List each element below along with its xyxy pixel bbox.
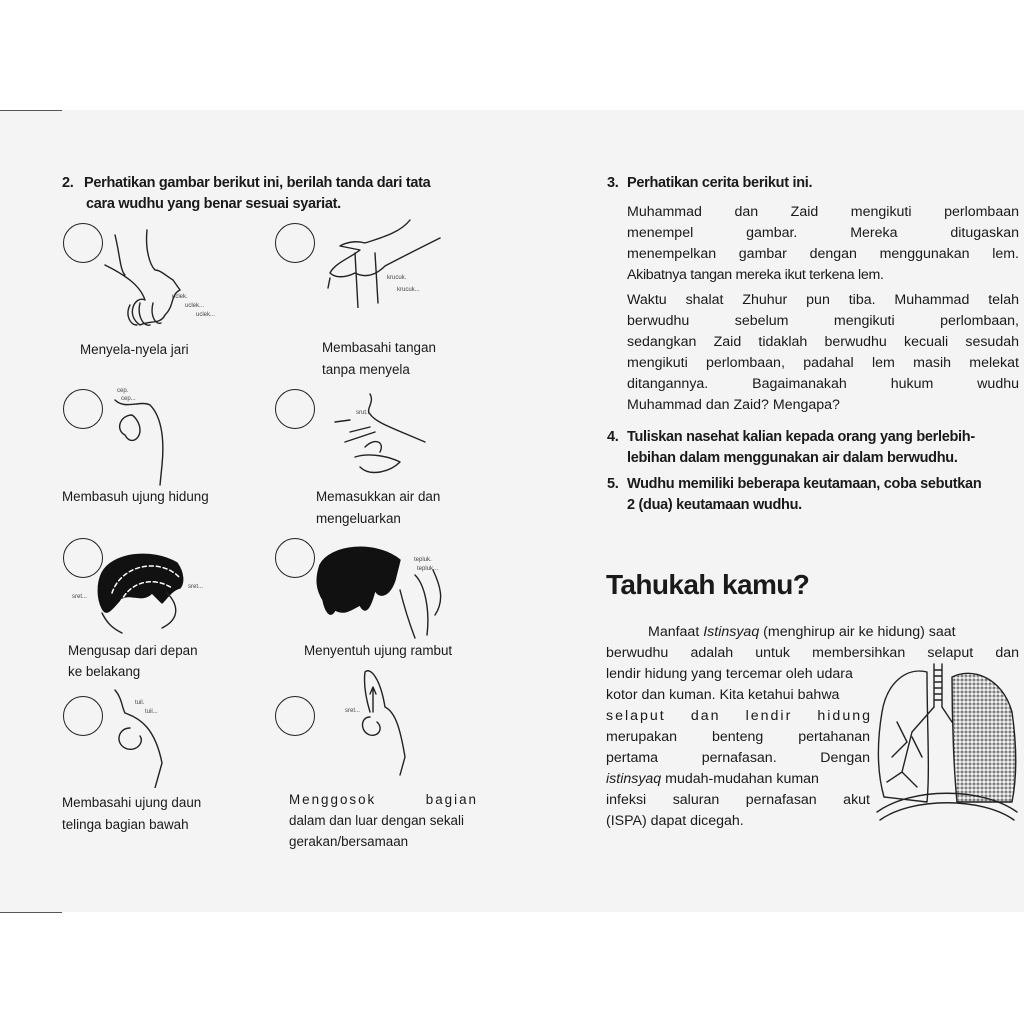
lungs-illustration	[872, 662, 1022, 827]
hair-touching-illustration	[315, 540, 450, 640]
sound-effect-label: uclek.	[172, 294, 188, 300]
caption: dalam dan luar dengan sekali	[289, 813, 464, 828]
story-line: Muhammad dan Zaid? Mengapa?	[627, 397, 840, 413]
caption: Menggosok bagian	[289, 792, 478, 807]
caption: Membasahi tangan	[322, 340, 436, 355]
sound-effect-label: tuil...	[145, 709, 158, 715]
finger-rubbing-illustration	[355, 667, 415, 777]
question-5-text: 2 (dua) keutamaan wudhu.	[627, 497, 802, 513]
info-line: istinsyaq mudah-mudahan kuman	[606, 771, 819, 787]
question-4-text: lebihan dalam menggunakan air dalam berwudhu.	[627, 450, 958, 466]
story-line: Waktu shalat Zhuhur pun tiba. Muhammad telah	[627, 292, 1019, 308]
story-line: sedangkan Zaid tidaklah berwudhu kecuali sesudah	[627, 334, 1019, 350]
sound-effect-label: srut...	[356, 410, 372, 416]
question-number: 4.	[607, 429, 619, 445]
hand-nose-illustration	[110, 395, 170, 490]
page-edge-line	[0, 912, 62, 913]
wetting-hand-illustration	[320, 218, 445, 308]
section-heading: Tahukah kamu?	[606, 569, 810, 600]
question-number: 5.	[607, 476, 619, 492]
sound-effect-label: uclek...	[196, 312, 216, 318]
sound-effect-label: sret...	[188, 584, 204, 590]
question-4-text: Tuliskan nasehat kalian kepada orang yang berlebih-	[627, 429, 975, 445]
caption: mengeluarkan	[316, 511, 401, 526]
head-wiping-illustration	[92, 548, 192, 638]
info-line: selaput dan lendir hidung	[606, 708, 872, 724]
caption: gerakan/bersamaan	[289, 834, 409, 849]
sound-effect-label: uclek...	[185, 303, 205, 309]
story-line: Akibatnya tangan mereka ikut terkena lem.	[627, 267, 884, 283]
info-line: (ISPA) dapat dicegah.	[606, 813, 744, 829]
nose-rinsing-illustration	[330, 392, 430, 482]
hands-interlacing-illustration	[95, 225, 225, 335]
question-2-text: Perhatikan gambar berikut ini, berilah tanda dari tata	[84, 175, 431, 191]
question-number: 2.	[62, 175, 74, 191]
sound-effect-label: sret...	[345, 708, 361, 714]
story-line: ditangannya. Bagaimanakah hukum wudhu	[627, 376, 1019, 392]
sound-effect-label: cep...	[121, 396, 136, 402]
question-5-text: Wudhu memiliki beberapa keutamaan, coba sebutkan	[627, 476, 982, 492]
info-line: infeksi saluran pernafasan akut	[606, 792, 870, 808]
question-3-title: Perhatikan cerita berikut ini.	[627, 175, 813, 191]
caption: Menyentuh ujung rambut	[304, 643, 453, 658]
sound-effect-label: tepluk...	[417, 566, 439, 572]
caption: telinga bagian bawah	[62, 817, 189, 832]
info-line: lendir hidung yang tercemar oleh udara	[606, 666, 853, 682]
sound-effect-label: krucuk.	[387, 275, 407, 281]
story-line: berwudhu sebelum mengikuti perlombaan,	[627, 313, 1019, 329]
answer-circle[interactable]	[275, 223, 315, 263]
answer-circle[interactable]	[275, 389, 315, 429]
question-2-text: cara wudhu yang benar sesuai syariat.	[86, 196, 341, 212]
caption: Membasuh ujung hidung	[62, 489, 209, 504]
answer-circle[interactable]	[275, 538, 315, 578]
info-line: merupakan benteng pertahanan	[606, 729, 870, 745]
story-line: menempelkan gambar dengan menggunakan lem.	[627, 246, 1019, 262]
story-line: mengikuti perlombaan, padahal lem masih melekat	[627, 355, 1019, 371]
caption: Menyela-nyela jari	[80, 342, 189, 357]
answer-circle[interactable]	[63, 696, 103, 736]
answer-circle[interactable]	[63, 389, 103, 429]
sound-effect-label: cep.	[117, 388, 129, 394]
caption: Membasahi ujung daun	[62, 795, 202, 810]
info-line: pertama pernafasan. Dengan	[606, 750, 870, 766]
info-line: kotor dan kuman. Kita ketahui bahwa	[606, 687, 840, 703]
answer-circle[interactable]	[275, 696, 315, 736]
sound-effect-label: krucuk...	[397, 287, 420, 293]
caption: Mengusap dari depan	[68, 643, 198, 658]
caption: ke belakang	[68, 664, 141, 679]
info-line: Manfaat Istinsyaq (menghirup air ke hidung) saat	[648, 624, 956, 640]
page-edge-line	[0, 110, 62, 111]
sound-effect-label: tuil.	[135, 700, 145, 706]
story-line: menempel gambar. Mereka ditugaskan	[627, 225, 1019, 241]
sound-effect-label: tepluk.	[414, 557, 432, 563]
caption: Memasukkan air dan	[316, 489, 441, 504]
info-line: berwudhu adalah untuk membersihkan selaput dan	[606, 645, 1019, 661]
sound-effect-label: sret...	[72, 594, 88, 600]
question-number: 3.	[607, 175, 619, 191]
caption: tanpa menyela	[322, 362, 410, 377]
story-line: Muhammad dan Zaid mengikuti perlombaan	[627, 204, 1019, 220]
